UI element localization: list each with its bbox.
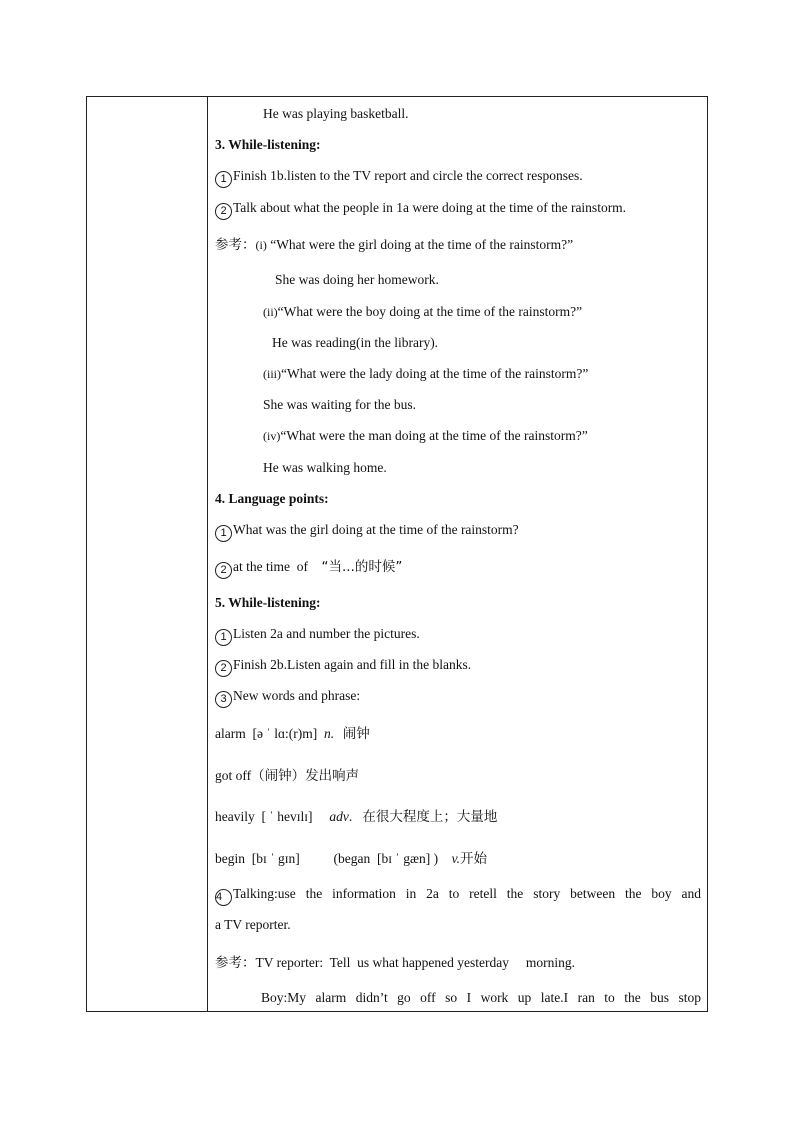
circled-number: 2 <box>215 660 232 677</box>
vocab-go-off: got off（闹钟）发出响声 <box>215 768 360 784</box>
lesson-table <box>86 96 708 1012</box>
reference-question-3: (iii)“What were the lady doing at the time of the rainstorm?” <box>263 366 589 381</box>
vocab-alarm: alarm [ə ˈ lɑ:(r)m] n. 闹钟 <box>215 726 370 742</box>
listening-task-1: 1 Listen 2a and number the pictures. <box>215 625 701 646</box>
reference-label: 参考： <box>215 237 256 253</box>
reference-question-4: (iv)“What were the man doing at the time of the rainstorm?” <box>263 428 588 443</box>
reference-answer-1: She was doing her homework. <box>275 272 439 287</box>
vocab-heavily: heavily [ ˈ hevɪlɪ] adv. 在很大程度上；大量地 <box>215 809 498 825</box>
talking-task-line-2: a TV reporter. <box>215 917 291 932</box>
talking-task-line-1: 4 Talking:use the information in 2a to retell the story between the boy and <box>215 885 701 906</box>
reference-question-2: (ii)“What were the boy doing at the time of the rainstorm?” <box>263 304 583 319</box>
language-point-1: 1 What was the girl doing at the time of the rainstorm? <box>215 521 701 542</box>
section-heading-3: 3. While-listening: <box>215 137 321 152</box>
section-heading-4: 4. Language points: <box>215 491 329 506</box>
reference-answer-4: He was walking home. <box>263 460 387 475</box>
reference-answer-2: He was reading(in the library). <box>272 335 439 350</box>
circled-number: 1 <box>215 629 232 646</box>
dialogue-reporter: 参考：TV reporter: Tell us what happened yesterday morning. <box>215 955 575 971</box>
listening-task-2: 2 Finish 2b.Listen again and fill in the blanks. <box>215 656 701 677</box>
circled-number: 2 <box>215 203 232 220</box>
section-heading-5: 5. While-listening: <box>215 595 321 610</box>
task-item-1: 1 Finish 1b.listen to the TV report and circle the correct responses. <box>215 167 701 188</box>
circled-number: 1 <box>215 525 232 542</box>
circled-number: 2 <box>215 562 232 579</box>
task-item-2: 2 Talk about what the people in 1a were doing at the time of the rainstorm. <box>215 199 701 220</box>
vocab-begin: begin [bɪ ˈ gɪn] (began [bɪ ˈ gæn] ) v.开始 <box>215 851 487 867</box>
listening-task-3: 3 New words and phrase: <box>215 687 701 708</box>
answer-line: He was playing basketball. <box>263 106 409 121</box>
lesson-content-cell <box>215 97 701 1011</box>
circled-number: 1 <box>215 171 232 188</box>
reference-question-1: 参考：(i) “What were the girl doing at the time of the rainstorm?” <box>215 237 574 253</box>
circled-number: 4 <box>215 889 232 906</box>
reference-label: 参考： <box>215 955 256 971</box>
column-divider <box>207 97 208 1011</box>
circled-number: 3 <box>215 691 232 708</box>
language-point-2: 2 at the time of “当...的时候” <box>215 558 701 579</box>
dialogue-boy: Boy:My alarm didn’t go off so I work up late.I ran to the bus stop <box>261 990 701 1005</box>
reference-answer-3: She was waiting for the bus. <box>263 397 416 412</box>
